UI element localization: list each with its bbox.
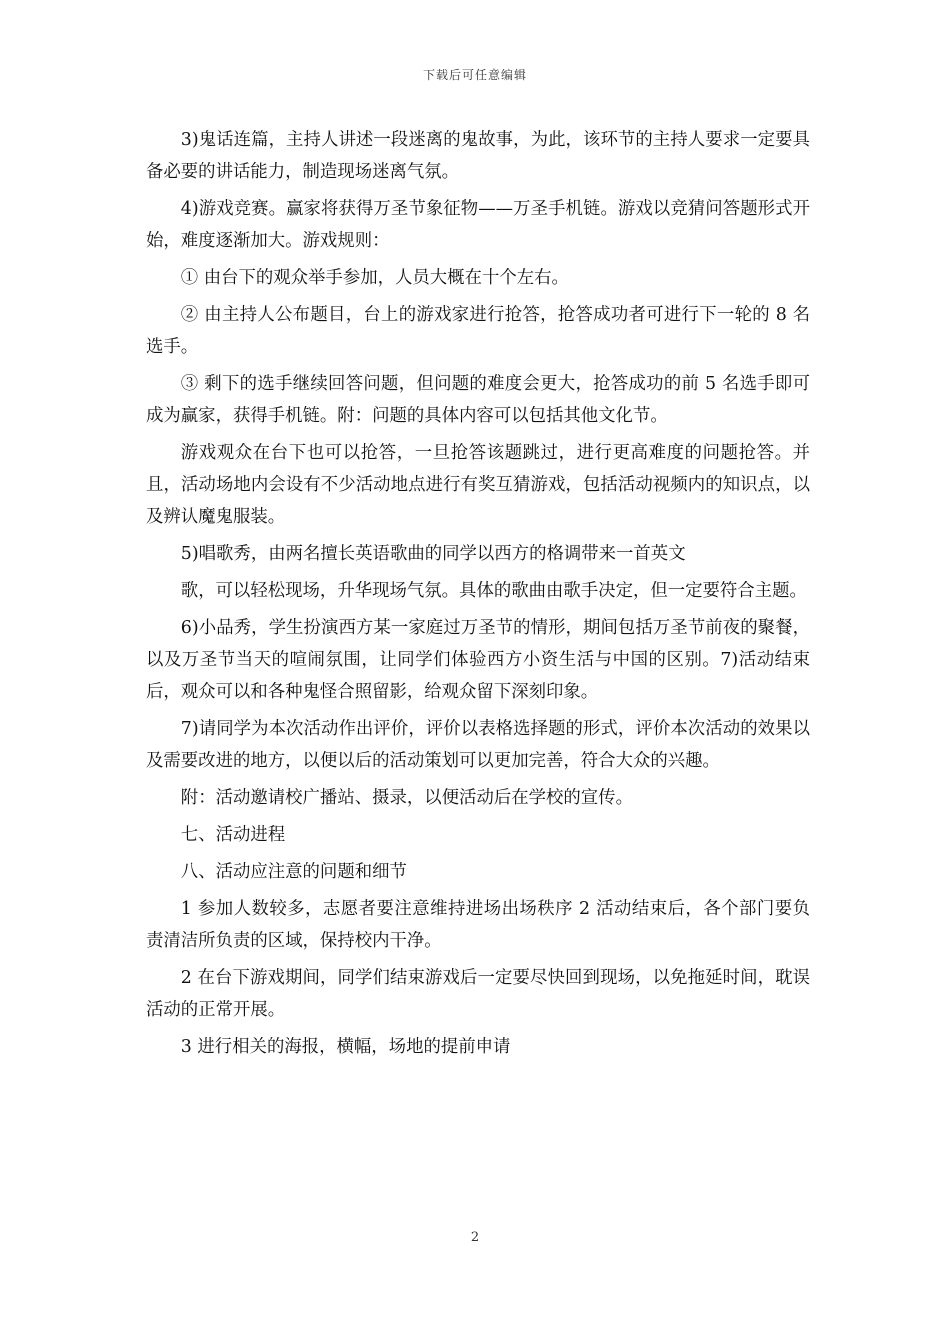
page-header: 下载后可任意编辑 xyxy=(422,68,527,82)
paragraph: 1 参加人数较多，志愿者要注意维持进场出场秩序 2 活动结束后，各个部门要负责清洁所负责的区域，保持校内干净。 xyxy=(146,899,810,951)
paragraph: 5)唱歌秀，由两名擅长英语歌曲的同学以西方的格调带来一首英文 xyxy=(180,544,686,564)
paragraph: 6)小品秀，学生扮演西方某一家庭过万圣节的情形，期间包括万圣节前夜的聚餐，以及万圣节当天的喧闹氛围，让同学们体验西方小资生活与中国的区别。7)活动结束后，观众可以和各种鬼怪合照留影，给观众留下深刻印象。 xyxy=(146,618,810,702)
paragraph: 歌，可以轻松现场，升华现场气氛。具体的歌曲由歌手决定，但一定要符合主题。 xyxy=(180,581,807,601)
paragraph: 4)游戏竞赛。赢家将获得万圣节象征物——万圣手机链。游戏以竞猜问答题形式开始，难度逐渐加大。游戏规则： xyxy=(146,199,810,251)
paragraph: ① 由台下的观众举手参加，人员大概在十个左右。 xyxy=(180,268,569,288)
paragraph: 附：活动邀请校广播站、摄录，以便活动后在学校的宣传。 xyxy=(180,788,633,808)
paragraph: ② 由主持人公布题目，台上的游戏家进行抢答，抢答成功者可进行下一轮的 8 名选手。 xyxy=(146,305,810,357)
paragraph: 7)请同学为本次活动作出评价，评价以表格选择题的形式，评价本次活动的效果以及需要改进的地方，以便以后的活动策划可以更加完善，符合大众的兴趣。 xyxy=(146,719,810,771)
paragraph: 游戏观众在台下也可以抢答，一旦抢答该题跳过，进行更高难度的问题抢答。并且，活动场地内会设有不少活动地点进行有奖互猜游戏，包括活动视频内的知识点，以及辨认魔鬼服装。 xyxy=(146,443,810,527)
section-heading: 八、活动应注意的问题和细节 xyxy=(180,862,407,882)
paragraph: 3)鬼话连篇，主持人讲述一段迷离的鬼故事，为此，该环节的主持人要求一定要具备必要的讲话能力，制造现场迷离气氛。 xyxy=(146,130,810,182)
paragraph: ③ 剩下的选手继续回答问题，但问题的难度会更大，抢答成功的前 5 名选手即可成为赢家，获得手机链。附：问题的具体内容可以包括其他文化节。 xyxy=(146,374,810,426)
section-heading: 七、活动进程 xyxy=(180,825,286,845)
document-body xyxy=(146,124,810,1068)
paragraph: 3 进行相关的海报，横幅，场地的提前申请 xyxy=(180,1037,511,1057)
page-number: 2 xyxy=(470,1230,480,1245)
paragraph: 2 在台下游戏期间，同学们结束游戏后一定要尽快回到现场，以免拖延时间，耽误活动的正常开展。 xyxy=(146,968,810,1020)
